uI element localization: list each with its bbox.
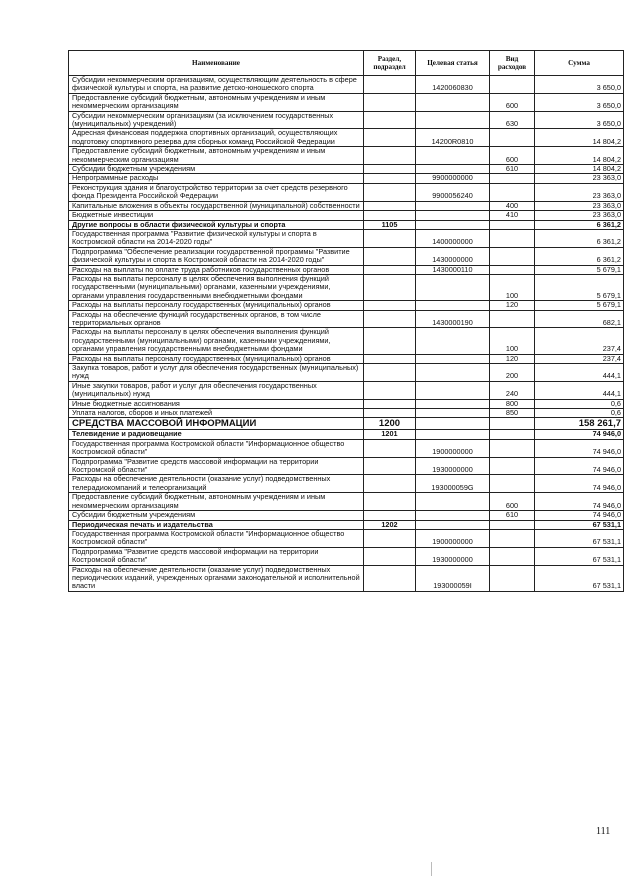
cell-kind: 400 — [490, 201, 535, 210]
table-row — [69, 565, 624, 591]
cell-section — [364, 381, 416, 399]
cell-section — [364, 265, 416, 274]
cell-section — [364, 493, 416, 511]
table-row — [69, 475, 624, 493]
table-row — [69, 547, 624, 565]
cell-section — [364, 111, 416, 129]
cell-name: Предоставление субсидий бюджетным, автономным учреждениям и иным некоммерческим организациям — [69, 93, 364, 111]
cell-name: Расходы на выплаты по оплате труда работников государственных органов — [69, 265, 364, 274]
cell-name: Расходы на обеспечение деятельности (оказание услуг) подведомственных периодических изданий, учрежденных органами законодательной и исполнительной власти — [69, 565, 364, 591]
cell-kind — [490, 430, 535, 439]
table-row — [69, 274, 624, 300]
cell-sum: 0,6 — [535, 409, 624, 418]
cell-target: 193000059G — [416, 475, 490, 493]
table-row — [69, 493, 624, 511]
cell-sum: 74 946,0 — [535, 457, 624, 475]
cell-section: 1200 — [364, 418, 416, 430]
cell-target — [416, 409, 490, 418]
cell-section — [364, 364, 416, 382]
table-row — [69, 439, 624, 457]
cell-target — [416, 381, 490, 399]
cell-target — [416, 211, 490, 220]
cell-kind — [490, 547, 535, 565]
table-row — [69, 211, 624, 220]
cell-name: Подпрограмма "Развитие средств массовой информации на территории Костромской области" — [69, 457, 364, 475]
cell-name: Другие вопросы в области физической культуры и спорта — [69, 220, 364, 229]
cell-kind — [490, 265, 535, 274]
cell-kind — [490, 457, 535, 475]
cell-sum: 67 531,1 — [535, 547, 624, 565]
cell-kind: 100 — [490, 274, 535, 300]
cell-name: Бюджетные инвестиции — [69, 211, 364, 220]
cell-sum: 237,4 — [535, 354, 624, 363]
table-row — [69, 129, 624, 147]
header-kind: Вид расходов — [490, 51, 535, 76]
cell-section — [364, 174, 416, 183]
cell-section — [364, 547, 416, 565]
cell-target — [416, 274, 490, 300]
cell-sum: 6 361,2 — [535, 220, 624, 229]
cell-section — [364, 247, 416, 265]
cell-target — [416, 220, 490, 229]
table-row — [69, 111, 624, 129]
cell-sum: 23 363,0 — [535, 211, 624, 220]
cell-sum: 158 261,7 — [535, 418, 624, 430]
table-row — [69, 381, 624, 399]
cell-section — [364, 328, 416, 354]
table-row — [69, 301, 624, 310]
cell-kind: 410 — [490, 211, 535, 220]
cell-name: Подпрограмма "Развитие средств массовой информации на территории Костромской области" — [69, 547, 364, 565]
cell-section — [364, 147, 416, 165]
cell-name: Расходы на выплаты персоналу в целях обеспечения выполнения функций государственными (муниципальными) органами, казенными учреждениями, органами управления государственными внебюджетными фондами — [69, 274, 364, 300]
cell-kind: 630 — [490, 111, 535, 129]
table-row — [69, 310, 624, 328]
table-row — [69, 430, 624, 439]
cell-name: Телевидение и радиовещание — [69, 430, 364, 439]
cell-sum: 67 531,1 — [535, 520, 624, 529]
cell-target: 1420060830 — [416, 76, 490, 94]
cell-name: СРЕДСТВА МАССОВОЙ ИНФОРМАЦИИ — [69, 418, 364, 430]
cell-kind — [490, 439, 535, 457]
cell-sum: 74 946,0 — [535, 430, 624, 439]
cell-section — [364, 354, 416, 363]
cell-name: Расходы на выплаты персоналу государственных (муниципальных) органов — [69, 354, 364, 363]
cell-target — [416, 111, 490, 129]
cell-name: Субсидии бюджетным учреждениям — [69, 165, 364, 174]
cell-sum: 23 363,0 — [535, 201, 624, 210]
cell-target — [416, 511, 490, 520]
cell-section — [364, 475, 416, 493]
table-row — [69, 418, 624, 430]
table-row — [69, 76, 624, 94]
table-row — [69, 409, 624, 418]
cell-sum: 3 650,0 — [535, 111, 624, 129]
cell-sum: 5 679,1 — [535, 301, 624, 310]
cell-sum: 444,1 — [535, 364, 624, 382]
cell-section — [364, 274, 416, 300]
cell-sum: 74 946,0 — [535, 493, 624, 511]
cell-target: 9900056240 — [416, 183, 490, 201]
cell-sum: 237,4 — [535, 328, 624, 354]
cell-section — [364, 457, 416, 475]
cell-kind: 610 — [490, 165, 535, 174]
cell-section — [364, 93, 416, 111]
cell-kind: 600 — [490, 147, 535, 165]
cell-name: Периодическая печать и издательства — [69, 520, 364, 529]
cell-kind — [490, 475, 535, 493]
header-section: Раздел, подраздел — [364, 51, 416, 76]
table-body — [69, 76, 624, 592]
cell-kind — [490, 520, 535, 529]
cell-sum: 0,6 — [535, 399, 624, 408]
cell-section — [364, 511, 416, 520]
table-header-row — [69, 51, 624, 76]
cell-name: Расходы на обеспечение деятельности (оказание услуг) подведомственных телерадиокомпаний и телеорганизаций — [69, 475, 364, 493]
cell-name: Предоставление субсидий бюджетным, автономным учреждениям и иным некоммерческим организациям — [69, 493, 364, 511]
cell-section — [364, 439, 416, 457]
cell-name: Иные закупки товаров, работ и услуг для обеспечения государственных (муниципальных) нужд — [69, 381, 364, 399]
cell-section — [364, 399, 416, 408]
cell-section — [364, 409, 416, 418]
cell-name: Предоставление субсидий бюджетным, автономным учреждениям и иным некоммерческим организациям — [69, 147, 364, 165]
cell-target — [416, 364, 490, 382]
cell-name: Государственная программа Костромской области "Информационное общество Костромской области" — [69, 439, 364, 457]
cell-name: Государственная программа Костромской области "Информационное общество Костромской области" — [69, 529, 364, 547]
cell-sum: 5 679,1 — [535, 265, 624, 274]
cell-target: 1900000000 — [416, 439, 490, 457]
cell-kind: 120 — [490, 354, 535, 363]
cell-section — [364, 301, 416, 310]
cell-kind: 800 — [490, 399, 535, 408]
cell-kind: 240 — [490, 381, 535, 399]
cell-sum: 444,1 — [535, 381, 624, 399]
cell-kind: 600 — [490, 493, 535, 511]
cell-sum: 14 804,2 — [535, 147, 624, 165]
table-row — [69, 183, 624, 201]
cell-name: Подпрограмма "Обеспечение реализации государственной программы "Развитие физической культуры и спорта в Костромской области на 2014-2020 годы" — [69, 247, 364, 265]
table-row — [69, 93, 624, 111]
cell-kind — [490, 229, 535, 247]
cell-name: Субсидии некоммерческим организациям (за исключением государственных (муниципальных) учреждений) — [69, 111, 364, 129]
cell-target — [416, 201, 490, 210]
cell-name: Уплата налогов, сборов и иных платежей — [69, 409, 364, 418]
cell-name: Капитальные вложения в объекты государственной (муниципальной) собственности — [69, 201, 364, 210]
cell-kind — [490, 418, 535, 430]
cell-target: 1430000110 — [416, 265, 490, 274]
cell-target — [416, 354, 490, 363]
cell-kind — [490, 565, 535, 591]
cell-kind — [490, 529, 535, 547]
cell-name: Реконструкция здания и благоустройство территории за счет средств резервного фонда Президента Российской Федерации — [69, 183, 364, 201]
cell-target — [416, 328, 490, 354]
cell-sum: 14 804,2 — [535, 129, 624, 147]
cell-sum: 6 361,2 — [535, 229, 624, 247]
cell-kind — [490, 174, 535, 183]
cell-section — [364, 76, 416, 94]
cell-target: 1900000000 — [416, 529, 490, 547]
cell-section — [364, 229, 416, 247]
cell-target: 9900000000 — [416, 174, 490, 183]
cell-target — [416, 147, 490, 165]
table-row — [69, 247, 624, 265]
cell-sum: 5 679,1 — [535, 274, 624, 300]
table-row — [69, 529, 624, 547]
cell-section — [364, 201, 416, 210]
cell-section — [364, 211, 416, 220]
cell-target: 1430000000 — [416, 247, 490, 265]
header-sum: Сумма — [535, 51, 624, 76]
table-row — [69, 328, 624, 354]
cell-name: Субсидии бюджетным учреждениям — [69, 511, 364, 520]
cell-name: Субсидии некоммерческим организациям, осуществляющим деятельность в сфере физической культуры и спорта, на развитие детско-юношеского спорта — [69, 76, 364, 94]
cell-sum: 682,1 — [535, 310, 624, 328]
cell-name: Государственная программа "Развитие физической культуры и спорта в Костромской области на 2014-2020 годы" — [69, 229, 364, 247]
cell-target — [416, 301, 490, 310]
table-row — [69, 174, 624, 183]
cell-kind — [490, 183, 535, 201]
cell-section: 1202 — [364, 520, 416, 529]
cell-target — [416, 493, 490, 511]
cell-kind — [490, 76, 535, 94]
cell-section — [364, 310, 416, 328]
cell-name: Расходы на выплаты персоналу в целях обеспечения выполнения функций государственными (муниципальными) органами, казенными учреждениями, органами управления государственными внебюджетными фондами — [69, 328, 364, 354]
cell-sum: 74 946,0 — [535, 511, 624, 520]
cell-target — [416, 520, 490, 529]
cell-kind: 610 — [490, 511, 535, 520]
cell-name: Адресная финансовая поддержка спортивных организаций, осуществляющих подготовку спортивного резерва для сборных команд Российской Федерации — [69, 129, 364, 147]
cell-target: 1430000190 — [416, 310, 490, 328]
budget-table-page — [68, 50, 623, 592]
cell-kind — [490, 247, 535, 265]
cell-target: 1930000000 — [416, 457, 490, 475]
cell-section — [364, 529, 416, 547]
cell-target — [416, 430, 490, 439]
cell-kind: 200 — [490, 364, 535, 382]
cell-target — [416, 399, 490, 408]
cell-sum: 74 946,0 — [535, 475, 624, 493]
cell-section — [364, 129, 416, 147]
table-row — [69, 229, 624, 247]
table-row — [69, 364, 624, 382]
header-name: Наименование — [69, 51, 364, 76]
cell-kind — [490, 310, 535, 328]
cell-sum: 74 946,0 — [535, 439, 624, 457]
cell-target — [416, 93, 490, 111]
cell-section — [364, 165, 416, 174]
cell-target: 1930000000 — [416, 547, 490, 565]
table-row — [69, 511, 624, 520]
cell-sum: 14 804,2 — [535, 165, 624, 174]
cell-name: Непрограммные расходы — [69, 174, 364, 183]
cell-kind — [490, 220, 535, 229]
cell-kind: 100 — [490, 328, 535, 354]
cell-kind — [490, 129, 535, 147]
cell-kind: 120 — [490, 301, 535, 310]
cell-sum: 67 531,1 — [535, 529, 624, 547]
cell-section: 1201 — [364, 430, 416, 439]
cell-kind: 600 — [490, 93, 535, 111]
cell-section: 1105 — [364, 220, 416, 229]
table-row — [69, 457, 624, 475]
cell-sum: 67 531,1 — [535, 565, 624, 591]
cell-target — [416, 418, 490, 430]
cell-sum: 3 650,0 — [535, 76, 624, 94]
cell-section — [364, 183, 416, 201]
scan-artifact — [431, 862, 432, 876]
table-row — [69, 147, 624, 165]
cell-name: Иные бюджетные ассигнования — [69, 399, 364, 408]
budget-table — [68, 50, 624, 592]
table-row — [69, 520, 624, 529]
cell-sum: 23 363,0 — [535, 183, 624, 201]
cell-section — [364, 565, 416, 591]
table-row — [69, 220, 624, 229]
cell-target: 193000059I — [416, 565, 490, 591]
page-number: 111 — [596, 826, 611, 837]
cell-kind: 850 — [490, 409, 535, 418]
cell-target: 1400000000 — [416, 229, 490, 247]
cell-sum: 6 361,2 — [535, 247, 624, 265]
cell-name: Закупка товаров, работ и услуг для обеспечения государственных (муниципальных) нужд — [69, 364, 364, 382]
header-target: Целевая статья — [416, 51, 490, 76]
cell-sum: 3 650,0 — [535, 93, 624, 111]
cell-sum: 23 363,0 — [535, 174, 624, 183]
cell-name: Расходы на обеспечение функций государственных органов, в том числе территориальных органов — [69, 310, 364, 328]
cell-target: 14200R0810 — [416, 129, 490, 147]
cell-name: Расходы на выплаты персоналу государственных (муниципальных) органов — [69, 301, 364, 310]
